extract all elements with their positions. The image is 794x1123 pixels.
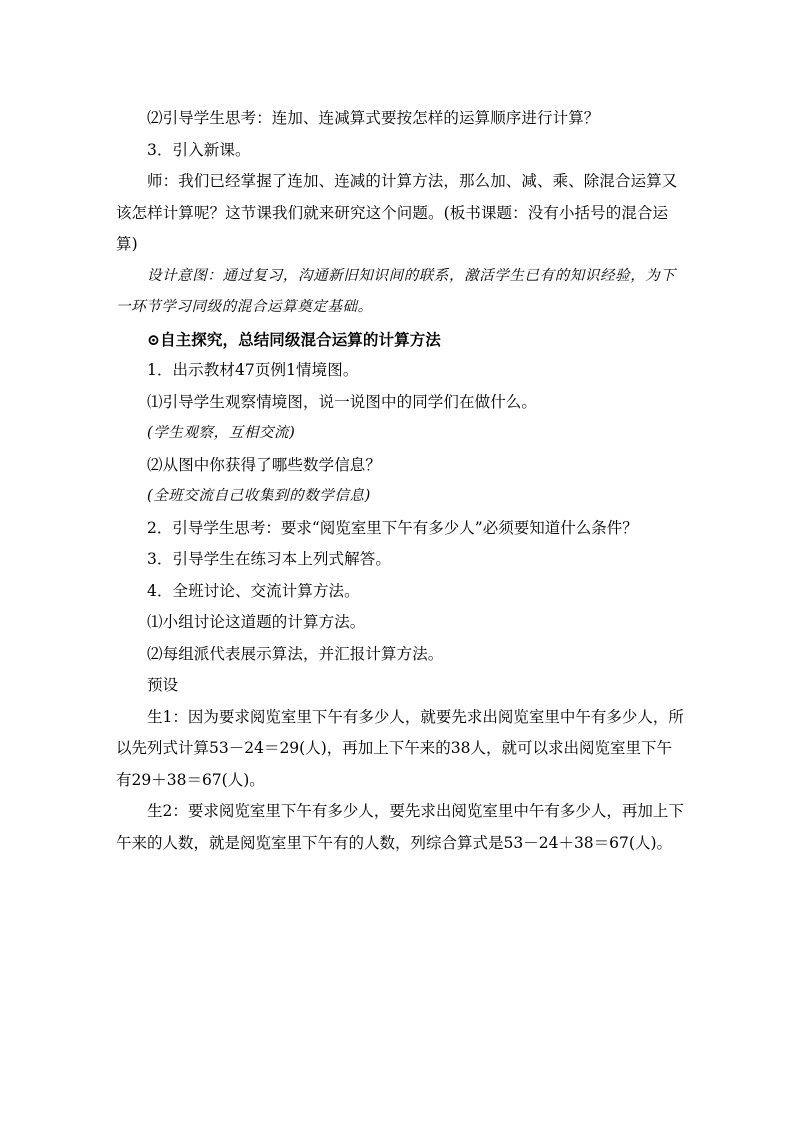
paragraph-guide-question: ⑵引导学生思考：连加、连减算式要按怎样的运算顺序进行计算？ (147, 109, 600, 127)
paragraph-step-4-sub-2: ⑵每组派代表展示算法，并汇报计算方法。 (147, 644, 444, 663)
paragraph-preset: 预设 (147, 676, 179, 694)
paragraph-step-2: 2．引导学生思考：要求“阅览室里下午有多少人”必须要知道什么条件？ (147, 518, 638, 537)
paragraph-intro-new-lesson: 3．引入新课。 (147, 140, 251, 159)
paragraph-step-1-sub-2: ⑵从图中你获得了哪些数学信息？ (147, 455, 382, 474)
section-heading: ⊙自主探究，总结同级混合运算的计算方法 (147, 329, 441, 349)
paragraph-note-share: (全班交流自己收集到的数学信息) (147, 488, 371, 504)
paragraph-student-1: 生1：因为要求阅览室里下午有多少人，就要先求出阅览室里中午有多少人，所以先列式计算53－24＝29(人)，再加上下午来的38人，就可以求出阅览室里下午有29＋38＝67(人)。 (116, 707, 684, 789)
paragraph-step-4: 4．全班讨论、交流计算方法。 (147, 581, 360, 600)
paragraph-step-3: 3．引导学生在练习本上列式解答。 (147, 550, 391, 568)
paragraph-step-4-sub-1: ⑴小组讨论这道题的计算方法。 (147, 613, 366, 631)
paragraph-step-1-sub-1: ⑴引导学生观察情境图，说一说图中的同学们在做什么。 (147, 392, 538, 411)
document-body (116, 103, 684, 859)
paragraph-design-intent: 设计意图：通过复习，沟通新旧知识间的联系，激活学生已有的知识经验，为下一环节学习同级的混合运算奠定基础。 (116, 267, 676, 315)
paragraph-step-1: 1．出示教材47页例1情境图。 (147, 361, 359, 379)
paragraph-student-2: 生2：要求阅览室里下午有多少人，要先求出阅览室里中午有多少人，再加上下午来的人数，就是阅览室里下午有的人数，列综合算式是53－24＋38＝67(人)。 (116, 802, 684, 852)
paragraph-teacher-talk: 师：我们已经掌握了连加、连减的计算方法，那么加、减、乘、除混合运算又该怎样计算呢？这节课我们就来研究这个问题。(板书课题：没有小括号的混合运算) (116, 172, 678, 253)
paragraph-note-observe: (学生观察，互相交流) (147, 425, 296, 441)
